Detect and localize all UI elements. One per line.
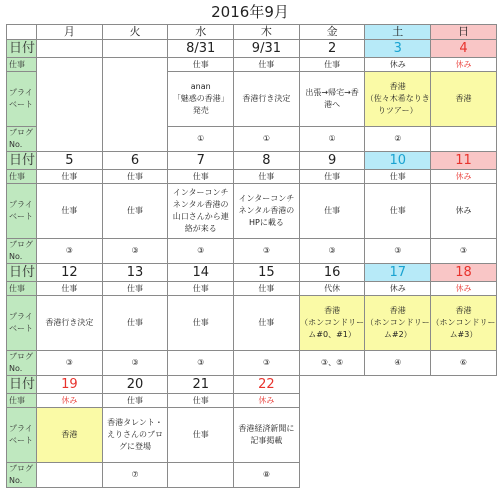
day-blog-cell: ③	[102, 239, 168, 264]
row-label-blog: ブログNo.	[7, 463, 37, 488]
week-1-private-row	[7, 72, 497, 127]
corner-cell	[7, 25, 37, 40]
weekday-header-row	[7, 25, 497, 40]
weekday-fri: 金	[299, 25, 365, 40]
day-private-cell: 休み	[431, 184, 497, 239]
outside-month-cell	[365, 394, 431, 408]
weekday-tue: 火	[102, 25, 168, 40]
day-date-cell: 17	[365, 264, 431, 282]
day-work-cell: 仕事	[234, 282, 300, 296]
outside-month-cell	[431, 463, 497, 488]
day-date-cell: 19	[37, 376, 103, 394]
day-work-cell: 仕事	[234, 170, 300, 184]
outside-month-cell	[365, 376, 431, 394]
day-blog-cell: ③	[102, 351, 168, 376]
day-private-cell: 仕事	[299, 184, 365, 239]
row-label-date: 日付	[7, 264, 37, 282]
row-label-private: プライベート	[7, 184, 37, 239]
day-private-cell: 香港 （佐々木希なりき りツアー）	[365, 72, 431, 127]
day-blog-cell	[168, 463, 234, 488]
day-blog-cell	[37, 127, 103, 152]
day-date-cell: 4	[431, 40, 497, 58]
monthly-calendar	[6, 24, 497, 488]
week-1-blog-row	[7, 127, 497, 152]
day-private-cell: インターコンチ ネンタル香港の 山口さんから連 絡が来る	[168, 184, 234, 239]
outside-month-cell	[431, 376, 497, 394]
day-private-cell: 仕事	[102, 184, 168, 239]
day-blog-cell	[37, 463, 103, 488]
weekday-sat: 土	[365, 25, 431, 40]
day-date-cell: 6	[102, 152, 168, 170]
day-date-cell: 3	[365, 40, 431, 58]
day-private-cell: 香港 （ホンコンドリー ム#0、#1）	[299, 296, 365, 351]
day-work-cell: 仕事	[102, 394, 168, 408]
outside-month-cell	[365, 463, 431, 488]
week-2-blog-row	[7, 239, 497, 264]
day-work-cell: 仕事	[37, 282, 103, 296]
day-private-cell: 香港行き決定	[37, 296, 103, 351]
day-work-cell: 休み	[431, 58, 497, 72]
day-work-cell: 休み	[365, 282, 431, 296]
row-label-work: 仕事	[7, 394, 37, 408]
day-private-cell: 仕事	[168, 296, 234, 351]
day-blog-cell: ①	[168, 127, 234, 152]
row-label-private: プライベート	[7, 72, 37, 127]
day-work-cell: 休み	[431, 170, 497, 184]
week-3-work-row	[7, 282, 497, 296]
day-work-cell: 休み	[431, 282, 497, 296]
day-date-cell: 22	[234, 376, 300, 394]
day-blog-cell: ③	[299, 239, 365, 264]
day-date-cell: 15	[234, 264, 300, 282]
row-label-blog: ブログNo.	[7, 239, 37, 264]
day-date-cell: 16	[299, 264, 365, 282]
day-date-cell: 10	[365, 152, 431, 170]
day-blog-cell	[431, 127, 497, 152]
day-blog-cell: ③、⑤	[299, 351, 365, 376]
weekday-sun: 日	[431, 25, 497, 40]
day-work-cell: 仕事	[168, 58, 234, 72]
day-work-cell: 仕事	[234, 58, 300, 72]
row-label-work: 仕事	[7, 170, 37, 184]
row-label-date: 日付	[7, 40, 37, 58]
day-work-cell: 仕事	[299, 170, 365, 184]
day-blog-cell: ③	[431, 239, 497, 264]
day-date-cell: 21	[168, 376, 234, 394]
calendar-title: 2016年9月	[211, 3, 289, 21]
week-4-private-row	[7, 408, 497, 463]
day-work-cell: 仕事	[299, 58, 365, 72]
day-blog-cell: ④	[365, 351, 431, 376]
day-work-cell	[37, 58, 103, 72]
day-private-cell: 香港 （ホンコンドリー ム#2）	[365, 296, 431, 351]
day-private-cell: 香港 （ホンコンドリー ム#3）	[431, 296, 497, 351]
week-3-blog-row	[7, 351, 497, 376]
day-blog-cell: ③	[168, 239, 234, 264]
day-blog-cell: ①	[234, 127, 300, 152]
day-private-cell: 仕事	[37, 184, 103, 239]
day-date-cell: 9	[299, 152, 365, 170]
day-date-cell: 5	[37, 152, 103, 170]
day-work-cell: 仕事	[168, 282, 234, 296]
day-date-cell: 13	[102, 264, 168, 282]
day-private-cell: 出張→帰宅→香 港へ	[299, 72, 365, 127]
week-2-private-row	[7, 184, 497, 239]
day-private-cell: インターコンチ ネンタル香港の HPに載る	[234, 184, 300, 239]
day-work-cell: 仕事	[37, 170, 103, 184]
day-private-cell: 香港経済新聞に 記事掲載	[234, 408, 300, 463]
day-private-cell: 仕事	[168, 408, 234, 463]
day-work-cell: 休み	[365, 58, 431, 72]
day-private-cell: anan 「魅惑の香港」 発売	[168, 72, 234, 127]
day-private-cell: 香港	[37, 408, 103, 463]
day-work-cell: 代休	[299, 282, 365, 296]
day-date-cell	[102, 40, 168, 58]
week-3-private-row	[7, 296, 497, 351]
day-blog-cell: ①	[299, 127, 365, 152]
day-date-cell: 11	[431, 152, 497, 170]
day-work-cell: 仕事	[365, 170, 431, 184]
weekday-wed: 水	[168, 25, 234, 40]
day-private-cell	[102, 72, 168, 127]
day-date-cell: 2	[299, 40, 365, 58]
day-blog-cell	[102, 127, 168, 152]
day-date-cell: 14	[168, 264, 234, 282]
day-private-cell: 香港タレント・ えりさんのブロ グに登場	[102, 408, 168, 463]
outside-month-cell	[365, 408, 431, 463]
week-4-blog-row	[7, 463, 497, 488]
week-4-date-row	[7, 376, 497, 394]
week-2-work-row	[7, 170, 497, 184]
week-3-date-row	[7, 264, 497, 282]
day-blog-cell: ③	[37, 239, 103, 264]
outside-month-cell	[431, 394, 497, 408]
day-date-cell: 12	[37, 264, 103, 282]
outside-month-cell	[299, 463, 365, 488]
day-work-cell: 仕事	[102, 282, 168, 296]
day-blog-cell: ③	[234, 351, 300, 376]
week-1-date-row	[7, 40, 497, 58]
weekday-thu: 木	[234, 25, 300, 40]
row-label-date: 日付	[7, 376, 37, 394]
day-blog-cell: ⑥	[431, 351, 497, 376]
day-blog-cell: ③	[234, 239, 300, 264]
row-label-work: 仕事	[7, 58, 37, 72]
day-work-cell: 休み	[37, 394, 103, 408]
day-work-cell: 休み	[234, 394, 300, 408]
day-blog-cell: ②	[365, 127, 431, 152]
day-blog-cell: ③	[37, 351, 103, 376]
day-blog-cell: ③	[365, 239, 431, 264]
row-label-private: プライベート	[7, 296, 37, 351]
day-date-cell: 8	[234, 152, 300, 170]
day-work-cell: 仕事	[168, 170, 234, 184]
day-date-cell	[37, 40, 103, 58]
day-date-cell: 20	[102, 376, 168, 394]
weekday-mon: 月	[37, 25, 103, 40]
day-date-cell: 7	[168, 152, 234, 170]
day-date-cell: 8/31	[168, 40, 234, 58]
day-blog-cell: ⑦	[102, 463, 168, 488]
day-work-cell: 仕事	[168, 394, 234, 408]
day-private-cell: 仕事	[365, 184, 431, 239]
day-date-cell: 9/31	[234, 40, 300, 58]
outside-month-cell	[431, 408, 497, 463]
outside-month-cell	[299, 394, 365, 408]
day-work-cell	[102, 58, 168, 72]
week-1-work-row	[7, 58, 497, 72]
day-work-cell: 仕事	[102, 170, 168, 184]
day-private-cell: 香港	[431, 72, 497, 127]
day-blog-cell: ③	[168, 351, 234, 376]
day-blog-cell: ⑧	[234, 463, 300, 488]
day-date-cell: 18	[431, 264, 497, 282]
day-private-cell: 仕事	[234, 296, 300, 351]
outside-month-cell	[299, 376, 365, 394]
day-private-cell: 仕事	[102, 296, 168, 351]
week-4-work-row	[7, 394, 497, 408]
row-label-private: プライベート	[7, 408, 37, 463]
row-label-work: 仕事	[7, 282, 37, 296]
week-2-date-row	[7, 152, 497, 170]
row-label-date: 日付	[7, 152, 37, 170]
day-private-cell: 香港行き決定	[234, 72, 300, 127]
row-label-blog: ブログNo.	[7, 127, 37, 152]
row-label-blog: ブログNo.	[7, 351, 37, 376]
day-private-cell	[37, 72, 103, 127]
outside-month-cell	[299, 408, 365, 463]
